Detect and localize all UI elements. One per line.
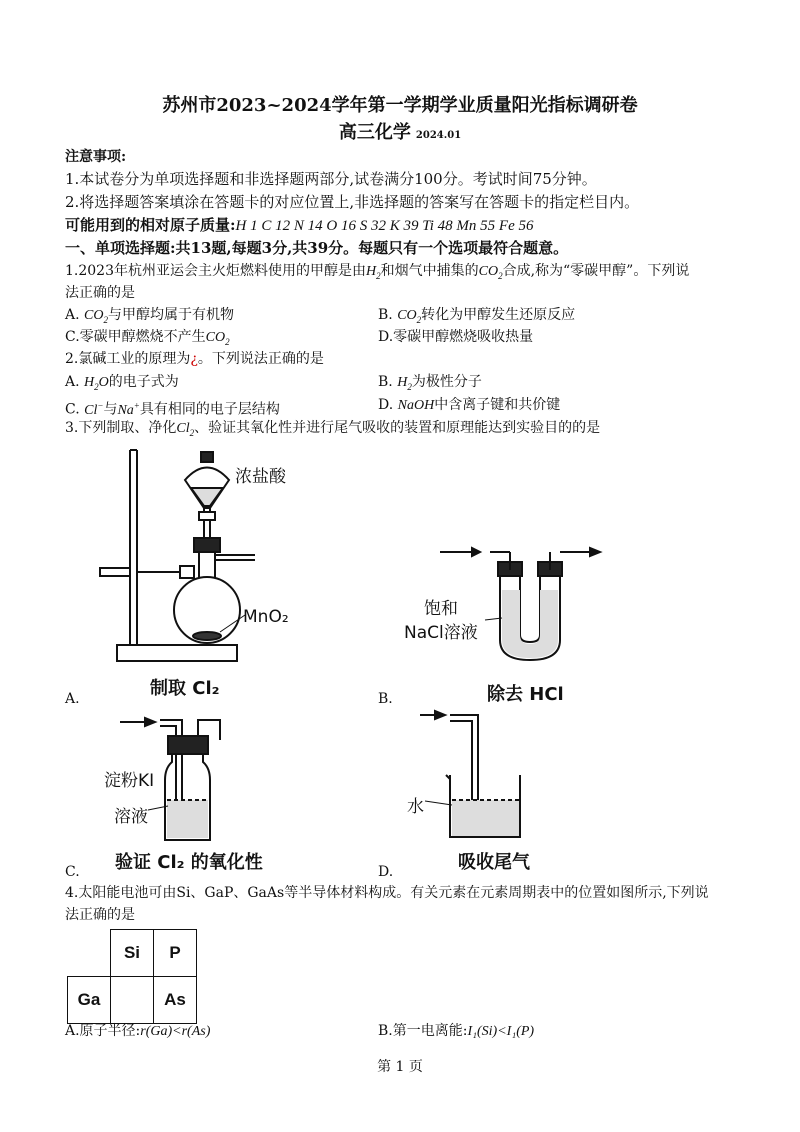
q4-stem-1: 4.太阳能电池可由Si、GaP、GaAs等半导体材料构成。有关元素在元素周期表中的位置如图所示,下列说 — [65, 885, 709, 901]
q2-stem-text: 2.氯碱工业的原理为 — [65, 351, 191, 367]
q2-stem — [65, 350, 324, 368]
pt-cell-ga: Ga — [68, 977, 111, 1024]
q1-a-prefix: A. — [65, 307, 80, 323]
pt-cell-si: Si — [111, 930, 154, 977]
subject-line — [0, 118, 800, 144]
exam-title: 苏州市2023~2024学年第一学期学业质量阳光指标调研卷 — [162, 95, 638, 116]
q2-a-text: 的电子式为 — [108, 374, 179, 390]
q2-b-prefix: B. — [378, 374, 393, 390]
figure-d-label: 水 — [407, 797, 424, 817]
figure-a-reagent-label: 浓盐酸 — [235, 467, 286, 487]
q1-stem-cont: 法正确的是 — [65, 285, 135, 301]
figure-c-label-1: 淀粉KI — [104, 771, 155, 791]
q2-d-prefix: D. — [378, 397, 394, 413]
q1-b-prefix: B. — [378, 307, 393, 323]
figure-d-letter: D. — [378, 864, 394, 880]
notice-line-2: 2.将选择题答案填涂在答题卡的对应位置上,非选择题的答案写在答题卡的指定栏目内。 — [65, 193, 640, 211]
q1-stem: 1.2023年杭州亚运会主火炬燃料使用的甲醇是由$H_2$和烟气中捕集的$CO_2$合成,称为“零碳甲醇”。下列说 — [65, 263, 690, 281]
figure-c-letter: C. — [65, 864, 80, 880]
q3-stem: 3.下列制取、净化$Cl_2$、验证其氧化性并进行尾气吸收的装置和原理能达到实验目的的是 — [65, 420, 601, 438]
atomic-mass-line — [65, 216, 533, 235]
pt-cell-p: P — [154, 930, 197, 977]
q1-stem-a: 1.2023年杭州亚运会主火炬燃料使用的甲醇是由 — [65, 263, 366, 279]
q2-b-text: 为极性分子 — [411, 374, 482, 390]
pt-cell-blank — [111, 977, 154, 1024]
q1-option-a: A. $CO_2$与甲醇均属于有机物 — [65, 307, 234, 325]
figure-b-label-2: NaCl溶液 — [404, 623, 478, 643]
q4-stem-2: 法正确的是 — [65, 907, 135, 923]
q2-c-mid: 与 — [103, 401, 118, 418]
page-number: 第 1 页 — [377, 1059, 423, 1075]
q2-option-a: A. $H_2O$的电子式为 — [65, 374, 179, 392]
q2-option-b: B. $H_2$为极性分子 — [378, 374, 482, 392]
q1-option-b: B. $CO_2$转化为甲醇发生还原反应 — [378, 307, 576, 325]
notice-line-1: 1.本试卷分为单项选择题和非选择题两部分,试卷满分100分。考试时间75分钟。 — [65, 170, 597, 188]
figure-b-caption: 除去 HCl — [487, 684, 564, 705]
figure-b-label-1: 饱和 — [424, 599, 458, 619]
q3-stem-b: 、验证其氧化性并进行尾气吸收的装置和原理能达到实验目的的是 — [194, 420, 601, 436]
pt-cell-as: As — [154, 977, 197, 1024]
q2-option-c: C. Cl−与Na+具有相同的电子层结构 — [65, 400, 280, 418]
section-heading: 一、单项选择题:共13题,每题3分,共39分。每题只有一个选项最符合题意。 — [65, 239, 569, 257]
q1-option-c: C.零碳甲醇燃烧不产生$CO_2$ — [65, 329, 230, 347]
q2-option-d: D. NaOH中含离子键和共价键 — [378, 397, 561, 413]
q1-c-text: C.零碳甲醇燃烧不产生 — [65, 329, 206, 345]
q3-stem-a: 3.下列制取、净化 — [65, 420, 177, 436]
figure-c-label-2: 溶液 — [114, 807, 148, 827]
figure-d-apparatus — [420, 705, 550, 850]
figure-d-caption: 吸收尾气 — [458, 852, 530, 873]
q4-option-a — [65, 1022, 210, 1041]
figure-c-caption: 验证 Cl₂ 的氧化性 — [115, 852, 263, 873]
notice-heading: 注意事项: — [65, 149, 127, 165]
q4-b-prefix: B.第一电离能: — [378, 1023, 468, 1039]
figure-a-letter: A. — [65, 691, 80, 707]
q1-option-d: D.零碳甲醇燃烧吸收热量 — [378, 329, 534, 345]
q2-stem-glyph: ¿ — [190, 351, 198, 367]
q4-option-b — [378, 1022, 534, 1041]
q4-a-prefix: A.原子半径: — [65, 1023, 141, 1039]
q4-b-expr: I₁(Si)<I₁(P) — [467, 1024, 535, 1039]
q2-c-text: 具有相同的电子层结构 — [139, 401, 280, 418]
q2-c-prefix: C. — [65, 401, 80, 418]
figure-a-apparatus — [95, 440, 345, 710]
pt-empty-cell — [68, 930, 111, 977]
q4-a-expr: r(Ga)<r(As) — [140, 1024, 211, 1039]
atomic-mass-values: H 1 C 12 N 14 O 16 S 32 K 39 Ti 48 Mn 55 Fe 56 — [235, 218, 534, 234]
q2-stem-end: 。下列说法正确的是 — [197, 351, 324, 367]
subject: 高三化学 — [338, 122, 411, 143]
periodic-table-fragment — [67, 929, 197, 1024]
q1-a-text: 与甲醇均属于有机物 — [107, 307, 234, 323]
atomic-mass-label: 可能用到的相对原子质量: — [65, 216, 236, 234]
figure-b-letter: B. — [378, 691, 393, 707]
q1-stem-c: 合成,称为“零碳甲醇”。下列说 — [502, 263, 690, 279]
q1-b-text: 转化为甲醇发生还原反应 — [421, 307, 576, 323]
q1-stem-b: 和烟气中捕集的 — [380, 263, 479, 279]
q2-d-text: 中含离子键和共价键 — [434, 397, 561, 413]
figure-a-solid-label: MnO₂ — [243, 607, 289, 627]
exam-date: 2024.01 — [415, 130, 462, 141]
q2-a-prefix: A. — [65, 374, 80, 390]
figure-a-caption: 制取 Cl₂ — [150, 678, 220, 699]
